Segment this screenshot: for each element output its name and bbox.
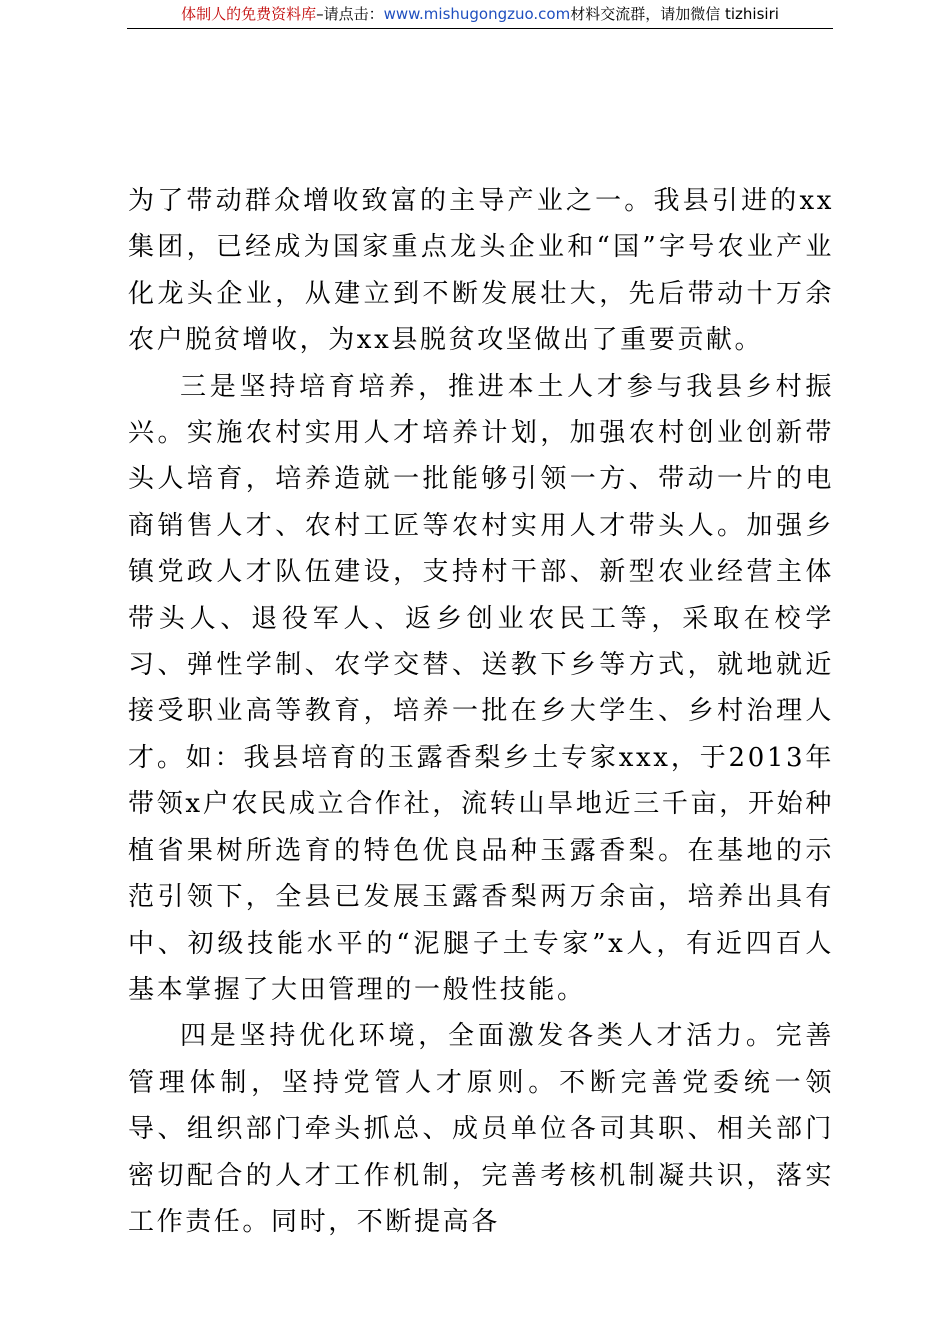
header-url-link[interactable]: www.mishugongzuo.com bbox=[383, 5, 571, 23]
paragraph-point-three: 三是坚持培育培养，推进本土人才参与我县乡村振兴。实施农村实用人才培养计划，加强农村创业创新带头人培育，培养造就一批能够引领一方、带动一片的电商销售人才、农村工匠等农村实用人才带头人。加强乡镇党政人才队伍建设，支持村干部、新型农业经营主体带头人、退役军人、返乡创业农民工等，采取在校学习、弹性学制、农学交替、送教下乡等方式，就地就近接受职业高等教育，培养一批在乡大学生、乡村治理人才。如：我县培育的玉露香梨乡土专家xxx，于2013年带领x户农民成立合作社，流转山旱地近三千亩，开始种植省果树所选育的特色优良品种玉露香梨。在基地的示范引领下，全县已发展玉露香梨两万余亩，培养出具有中、初级技能水平的“泥腿子土专家”x人，有近四百人基本掌握了大田管理的一般性技能。 bbox=[128, 371, 834, 1005]
header-click-prompt: –请点击： bbox=[316, 5, 384, 23]
page-header bbox=[127, 0, 833, 29]
header-site-name: 体制人的免费资料库 bbox=[181, 5, 317, 23]
paragraph-continuation: 为了带动群众增收致富的主导产业之一。我县引进的xx集团，已经成为国家重点龙头企业和“国”字号农业产业化龙头企业，从建立到不断发展壮大，先后带动十万余农户脱贫增收，为xx县脱贫攻坚做出了重要贡献。 bbox=[128, 186, 834, 356]
header-contact-text: 材料交流群，请加微信 tizhisiri bbox=[570, 5, 779, 23]
document-body bbox=[128, 178, 834, 1245]
paragraph-point-four: 四是坚持优化环境，全面激发各类人才活力。完善管理体制，坚持党管人才原则。不断完善党委统一领导、组织部门牵头抓总、成员单位各司其职、相关部门密切配合的人才工作机制，完善考核机制凝共识，落实工作责任。同时，不断提高各 bbox=[128, 1021, 834, 1237]
